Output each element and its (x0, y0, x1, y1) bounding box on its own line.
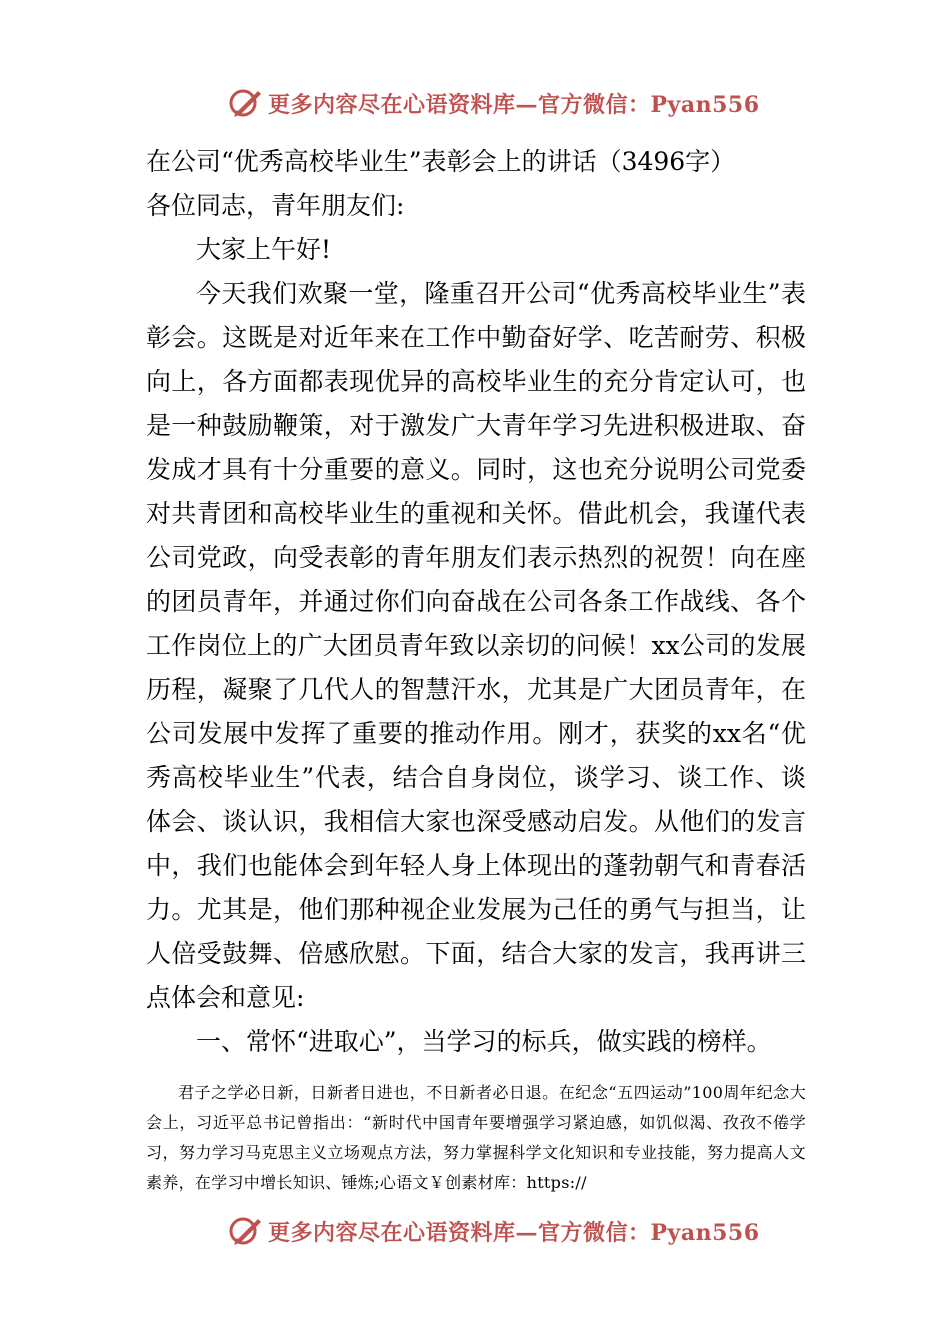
greeting: 大家上午好! (196, 235, 332, 264)
header-banner[interactable] (228, 86, 760, 120)
paragraph-intro: 今天我们欢聚一堂，隆重召开公司“优秀高校毕业生”表彰会。这既是对近年来在工作中勤奋好学、吃苦耐劳、积极向上，各方面都表现优异的高校毕业生的充分肯定认可，也是一种鼓励鞭策，对于激发广大青年学习先进积极进取、奋发成才具有十分重要的意义。同时，这也充分说明公司党委对共青团和高校毕业生的重视和关怀。借此机会，我谨代表公司党政，向受表彰的青年朋友们表示热烈的祝贺！向在座的团员青年，并通过你们向奋战在公司各条工作战线、各个工作岗位上的广大团员青年致以亲切的问候！xx公司的发展历程，凝聚了几代人的智慧汗水，尤其是广大团员青年，在公司发展中发挥了重要的推动作用。刚才，获奖的xx名“优秀高校毕业生”代表，结合自身岗位，谈学习、谈工作、谈体会、谈认识，我相信大家也深受感动启发。从他们的发言中，我们也能体会到年轻人身上体现出的蓬勃朝气和青春活力。尤其是，他们那种视企业发展为己任的勇气与担当，让人倍受鼓舞、倍感欣慰。下面，结合大家的发言，我再讲三点体会和意见: (146, 279, 806, 1012)
document-body (146, 140, 806, 1198)
document-title: 在公司“优秀高校毕业生”表彰会上的讲话（3496字） (146, 147, 736, 176)
section-heading-1: 一、常怀“进取心”，当学习的标兵，做实践的榜样。 (196, 1027, 772, 1056)
banner-text: 更多内容尽在心语资料库—官方微信：Pyan556 (268, 91, 760, 118)
paragraph-section-1: 君子之学必日新，日新者日进也，不日新者必日退。在纪念“五四运动”100周年纪念大会上，习近平总书记曾指出：“新时代中国青年要增强学习紧迫感，如饥似渴、孜孜不倦学习，努力学习马克思主义立场观点方法，努力掌握科学文化知识和专业技能，努力提高人文素养，在学习中增长知识、锤炼;心语文￥创素材库：https:// (146, 1083, 806, 1192)
banner-text: 更多内容尽在心语资料库—官方微信：Pyan556 (268, 1219, 760, 1246)
quill-pen-logo-icon (228, 86, 262, 120)
salutation: 各位同志，青年朋友们: (146, 191, 405, 220)
quill-pen-logo-icon (228, 1214, 262, 1248)
footer-banner[interactable] (228, 1214, 760, 1248)
